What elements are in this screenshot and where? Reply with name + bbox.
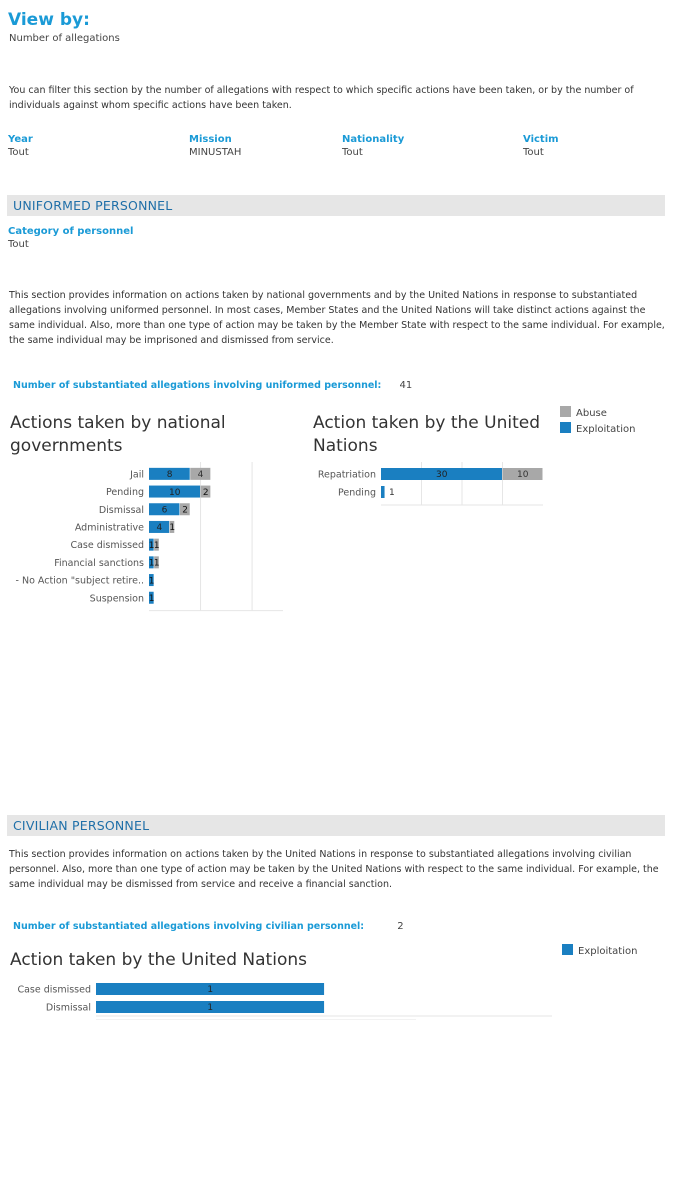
chart-title-line: Nations bbox=[313, 436, 378, 456]
filter-victim[interactable] bbox=[523, 134, 559, 158]
civilian-count bbox=[13, 914, 404, 933]
civilian-un-actions-chart bbox=[0, 978, 560, 1020]
intro-text: You can filter this section by the number of allegations with respect to which specific actions have been taken, or by the number of individuals against whom specific actions have been taken. bbox=[9, 85, 634, 111]
bar-value-label: 10 bbox=[517, 470, 529, 481]
filter-label: Mission bbox=[189, 134, 232, 145]
civilian-description: This section provides information on actions taken by the United Nations in response to substantiated allegations involving civilian personnel. Also, more than one type of action may be taken by the United Nations with respect to the same individual. For example, the same individual may be dismissed from service and receive a financial sanction. bbox=[9, 849, 659, 890]
legend-label: Abuse bbox=[576, 408, 607, 419]
filter-category[interactable] bbox=[8, 226, 133, 250]
bar-value-label: 1 bbox=[153, 540, 160, 551]
uniformed-description: This section provides information on actions taken by national governments and by the United Nations in response to substantiated allegations involving uniformed personnel. In most cases, Member States and the United Nations will take distinct actions against the same individual. Also, more than one type of action may be taken by the Member State with respect to the same individual. For example, the same individual may be imprisoned and dismissed from service. bbox=[9, 290, 665, 346]
legend-civilian bbox=[562, 944, 637, 960]
bar-value-label: 10 bbox=[169, 487, 181, 498]
bar-value-label: 1 bbox=[148, 576, 155, 587]
bar-value-label: 6 bbox=[161, 505, 168, 516]
legend-label: Exploitation bbox=[578, 946, 638, 957]
category-label: Pending bbox=[106, 487, 144, 499]
bar-value-label: 1 bbox=[148, 593, 155, 604]
bar-value-label: 1 bbox=[207, 985, 214, 996]
bar-value-label: 1 bbox=[169, 523, 176, 534]
category-label: Dismissal bbox=[45, 1002, 91, 1014]
filter-value[interactable]: Tout bbox=[8, 239, 29, 250]
chart-title-line: Action taken by the United Nations bbox=[10, 950, 307, 970]
filter-nationality[interactable] bbox=[342, 134, 404, 158]
legend-item-exploitation[interactable] bbox=[562, 944, 637, 960]
legend-item-abuse[interactable] bbox=[560, 406, 635, 422]
filter-value[interactable]: Tout bbox=[8, 147, 29, 158]
civilian-section-header bbox=[7, 815, 665, 836]
filter-label: Year bbox=[8, 134, 33, 145]
filter-value[interactable]: Tout bbox=[342, 147, 363, 158]
section-title: CIVILIAN PERSONNEL bbox=[13, 818, 150, 833]
filter-value[interactable]: Tout bbox=[523, 147, 544, 158]
filter-label: Nationality bbox=[342, 134, 405, 145]
count-value: 41 bbox=[399, 380, 413, 391]
uniformed-section-header bbox=[7, 195, 665, 216]
view-by-value[interactable]: Number of allegations bbox=[9, 33, 120, 44]
legend-item-exploitation[interactable] bbox=[560, 422, 635, 438]
bar-value-label: 1 bbox=[207, 1003, 214, 1014]
bar-value-label: 2 bbox=[182, 505, 188, 516]
national-actions-chart bbox=[0, 462, 300, 612]
filter-label: Category of personnel bbox=[8, 226, 134, 237]
chart-title-line: Action taken by the United bbox=[313, 413, 541, 433]
count-label: Number of substantiated allegations involving civilian personnel: bbox=[13, 921, 365, 932]
bar-value-label: 2 bbox=[202, 487, 209, 498]
category-label: Financial sanctions bbox=[54, 557, 144, 569]
chart-title-un bbox=[313, 412, 563, 458]
bar-value-label: 30 bbox=[436, 470, 448, 481]
category-label: Repatriation bbox=[317, 469, 376, 481]
chart-title-line: Actions taken by national bbox=[10, 413, 226, 433]
filter-value[interactable]: MINUSTAH bbox=[189, 147, 242, 158]
category-label: Administrative bbox=[74, 522, 144, 534]
category-label: Case dismissed bbox=[17, 984, 91, 996]
bar-exploitation[interactable] bbox=[381, 486, 385, 498]
count-label: Number of substantiated allegations involving uniformed personnel: bbox=[13, 380, 382, 391]
bar-value-label: 1 bbox=[153, 558, 160, 569]
filter-label: Victim bbox=[523, 134, 559, 145]
bar-value-label: 1 bbox=[148, 540, 155, 551]
uniformed-count bbox=[13, 373, 412, 392]
legend bbox=[560, 406, 635, 438]
chart-title-line: governments bbox=[10, 436, 123, 456]
category-label: Pending bbox=[338, 487, 376, 499]
chart-title-national bbox=[10, 412, 290, 458]
bar-value-label: 1 bbox=[389, 488, 395, 499]
filter-year[interactable] bbox=[8, 134, 33, 158]
count-value: 2 bbox=[397, 921, 404, 932]
category-label: Dismissal bbox=[98, 504, 144, 516]
bar-value-label: 8 bbox=[166, 470, 173, 481]
exploitation-swatch bbox=[562, 944, 573, 955]
bar-value-label: 1 bbox=[148, 558, 155, 569]
category-label: Suspension bbox=[89, 593, 144, 605]
category-label: Case dismissed bbox=[70, 540, 144, 552]
section-title: UNIFORMED PERSONNEL bbox=[13, 198, 173, 213]
bar-value-label: 4 bbox=[156, 523, 163, 534]
chart-title-civilian-un bbox=[10, 949, 410, 972]
category-label: - No Action "subject retire.. bbox=[15, 575, 144, 587]
bar-value-label: 4 bbox=[197, 470, 204, 481]
view-by-title: View by: bbox=[8, 10, 90, 30]
un-actions-chart bbox=[300, 462, 560, 507]
category-label: Jail bbox=[130, 469, 144, 481]
filter-mission[interactable] bbox=[189, 134, 241, 158]
legend-label: Exploitation bbox=[576, 424, 636, 435]
